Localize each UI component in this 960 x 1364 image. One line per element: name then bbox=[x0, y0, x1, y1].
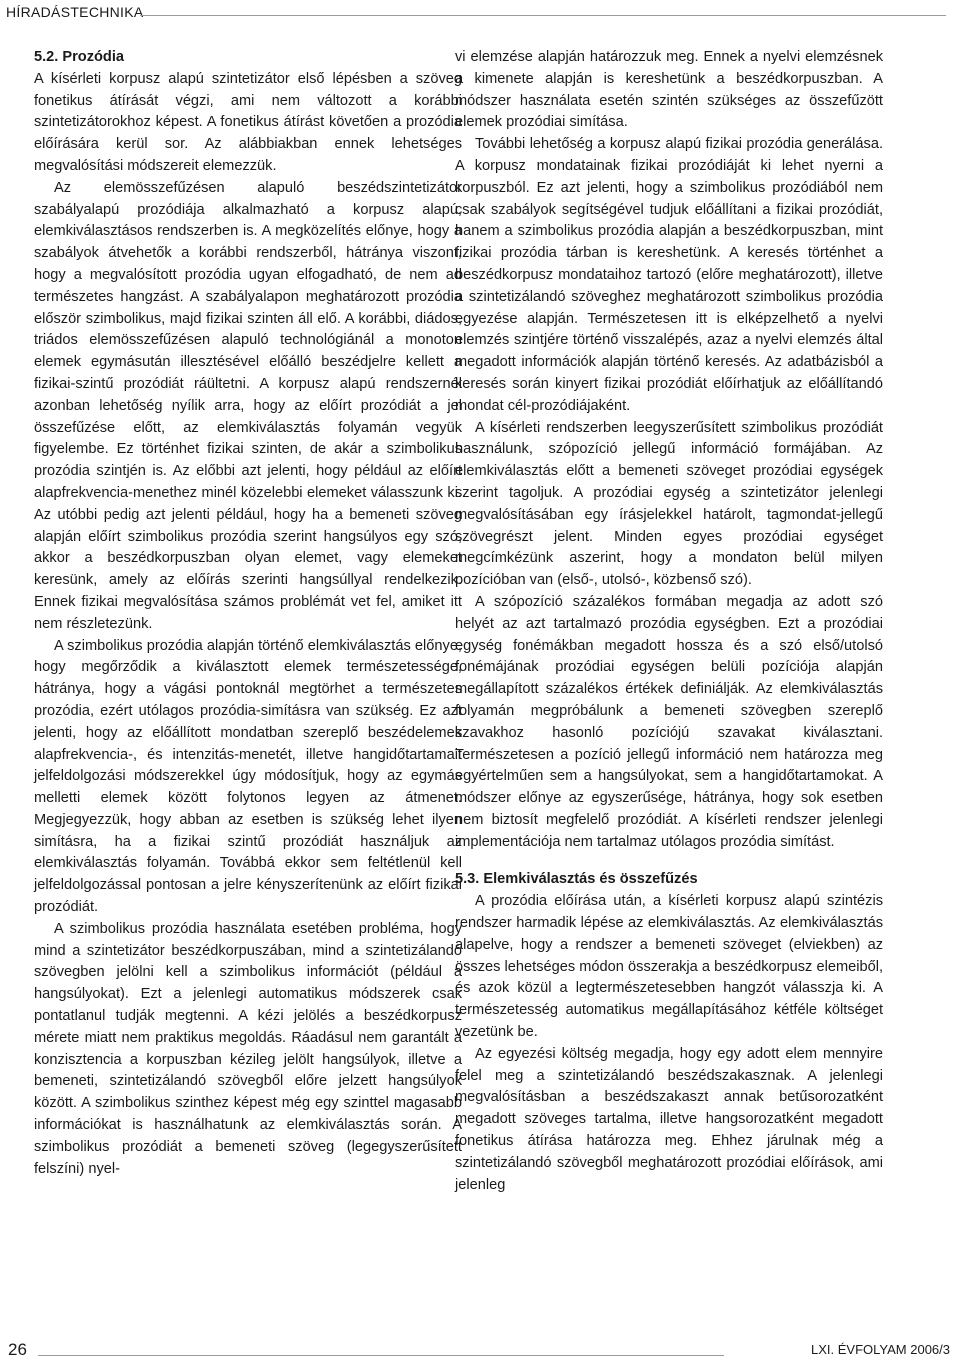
section-heading-5-2: 5.2. Prozódia bbox=[34, 49, 125, 65]
paragraph: Az elemösszefűzésen alapuló beszédszintetizátor szabályalapú prozódiája alkalmazható a korpusz alapú, elemkiválasztásos rendszerben is. A megközelítés előnye, hogy a szabályok átvehetők a korábbi rendszerből, hátránya viszont, hogy a megvalósított prozódia ugyan elfogadható, de nem ad természetes hangzást. A szabályalapon meghatározott prozódia először szimbolikus, majd fizikai szinten áll elő. A korábbi, diádos, triádos elemösszefűzésen alapuló technológiánál a monoton elemek egymásután illesztésével előálló beszédjelre kellett a fizikai-szintű prozódiát ráültetni. A korpusz alapú rendszernél azonban lehetőség nyílik arra, hogy az előírt prozódiát a jel összefűzése előtt, az elemkiválasztás folyamán vegyük figyelembe. Ez történhet fizikai szinten, de akár a szimbolikus prozódia szintjén is. Az előbbi azt jelenti, hogy például az előírt alapfrekvencia-menethez minél közelebbi elemeket válasszunk ki. Az utóbbi pedig azt jelenti például, hogy ha a bemeneti szöveg alapján előírt szimbolikus prozódia szerint hangsúlyos egy szó, akkor a beszédkorpuszban olyan elemet, vagy elemeket keresünk, amely az előírás szerinti hangsúllyal rendelkezik. Ennek fizikai megvalósítása számos problémát vet fel, amiket itt nem részletezünk. bbox=[34, 179, 462, 632]
paragraph: A szimbolikus prozódia alapján történő elemkiválasztás előnye, hogy megőrződik a kiválasztott elemek természetessége, hátránya, hogy a vágási pontoknál megtörhet a természetes prozódia, ezért utólagos prozódia-simításra van szükség. Ez azt jelenti, hogy az előállított mondatban szereplő beszédelemek alapfrekvencia-, és intenzitás-menetét, illetve hangidőtartamait jelfeldolgozási módszerekkel úgy módosítjuk, hogy az egymás melletti elemek között folytonos legyen az átmenet. Megjegyezzük, hogy abban az esetben is szükség lehet ilyen simításra, ha a fizikai szintű prozódiát használjuk az elemkiválasztás folyamán. Továbbá ekkor sem feltétlenül kell jelfeldolgozással pontosan a jelre kényszerítenünk az előírt fizikai prozódiát. bbox=[34, 637, 462, 916]
section-heading-5-3: 5.3. Elemkiválasztás és összefűzés bbox=[455, 871, 698, 888]
journal-title: HÍRADÁSTECHNIKA bbox=[6, 4, 144, 20]
running-header bbox=[0, 0, 960, 26]
volume-label: LXI. ÉVFOLYAM 2006/3 bbox=[811, 1342, 950, 1357]
page-number: 26 bbox=[8, 1340, 27, 1359]
paragraph: vi elemzése alapján határozzuk meg. Ennek a nyelvi elemzésnek a kimenete alapján is kereshetünk a beszédkorpuszban. A módszer használata esetén szintén szükséges az összefűzött elemek prozódiai simítása. bbox=[455, 49, 883, 131]
left-column bbox=[34, 47, 462, 1180]
paragraph: A prozódia előírása után, a kísérleti korpusz alapú szintézis rendszer harmadik lépése az elemkiválasztás. Az elemkiválasztás alapelve, hogy a rendszer a bemeneti szöveget (elviekben) az összes lehetséges módon összerakja a beszédkorpusz elemeiből, és azok közül a legtermészetesebben hangzót válasszja ki. A természetesség automatikus megállapításához kétféle költséget vezetünk be. bbox=[455, 893, 883, 1041]
footer-rule bbox=[38, 1355, 724, 1356]
paragraph: A szimbolikus prozódia használata esetében probléma, hogy mind a szintetizátor beszédkorpuszában, mind a szintetizálandó szövegben jelölni kell a szimbolikus információt (például a hangsúlyokat). Ezt a jelenlegi automatikus módszerek csak pontatlanul tudják megtenni. A kézi jelölés a beszédkorpusz mérete miatt nem praktikus megoldás. Ráadásul nem garantált a konzisztencia a korpuszban kézileg jelölt hangsúlyok, illetve a bemeneti, szintetizálandó szövegből előre jelzett hangsúlyok között. A szimbolikus szinthez képest még egy szinttel magasabb információkat is használhatunk az elemkiválasztás során. A szimbolikus prozódiát a bemeneti szöveg (legegyszerűsített felszíni) nyel- bbox=[34, 920, 462, 1177]
paragraph: További lehetőség a korpusz alapú fizikai prozódia generálása. A korpusz mondatainak fizikai prozódiáját ki lehet nyerni a korpuszból. Ez azt jelenti, hogy a szimbolikus prozódiából nem csak szabályok segítségével tudjuk előállítani a fizikai prozódiát, hanem a szimbolikus prozódia alapján a beszédkorpuszban, mint fizikai prozódia tárban is kereshetünk. A keresés történhet a beszédkorpusz mondataihoz tartozó (előre meghatározott), illetve a szintetizálandó szöveghez meghatározott szimbolikus prozódia egyezése alapján. Természetesen itt is elképzelhető a nyelvi elemzés szintjére történő visszalépés, azaz a nyelvi elemzés által megadott információk alapján történő keresés. Az adatbázisból a keresés során kinyert fizikai prozódiát előírhatjuk az előállítandó mondat cél-prozódiájaként. bbox=[455, 136, 883, 414]
paragraph: A kísérleti korpusz alapú szintetizátor első lépésben a szöveg fonetikus átírását végzi, ami nem változott a korábbi szintetizátorokhoz képest. A fonetikus átírást követően a prozódia előírására kerül sor. Az alábbiakban ennek lehetséges megvalósítási módszereit elemezzük. bbox=[34, 70, 462, 174]
header-rule bbox=[140, 15, 946, 16]
paragraph: A kísérleti rendszerben leegyszerűsített szimbolikus prozódiát használunk, szópozíció jellegű információ formájában. Az elemkiválasztás előtt a bemeneti szöveget prozódiai egységek szerint tagoljuk. A prozódiai egység a szintetizátor jelenlegi megvalósításában egy írásjelekkel határolt, tagmondat-jellegű szövegrészt jelent. Minden egyes prozódiai egységet megcímkézünk aszerint, hogy a mondaton belül milyen pozícióban van (első-, utolsó-, közbenső szó). bbox=[455, 419, 883, 589]
paragraph: A szópozíció százalékos formában megadja az adott szó helyét az azt tartalmazó prozódia egységben. Ezt a prozódiai egység fonémákban megadott hossza és a szó első/utolsó fonémájának prozódiai egységen belüli pozíciója alapján megállapított százalékos értékek definiálják. Az elemkiválasztás folyamán megpróbálunk a bemeneti szövegben szereplő szavakhoz hasonló pozíciójú szavakat kiválasztani. Természetesen a pozíció jellegű információ nem határozza meg egyértelműen sem a hangsúlyokat, sem a hangidőtartamokat. A módszer előnye az egyszerűsége, hátránya, hogy sok esetben nem biztosít megfelelő prozódiát. A kísérleti rendszer jelenlegi implementációja nem tartalmaz utólagos prozódia simítást. bbox=[455, 593, 883, 850]
paragraph: Az egyezési költség megadja, hogy egy adott elem mennyire felel meg a szintetizálandó beszédszakasznak. A jelenlegi megvalósításban a beszédszakaszt annak betűsorozatként megadott szöveges tartalma, illetve hangsorozatként megadott fonetikus átírása határozza meg. Ehhez járulnak még a szintetizálandó szövegből meghatározott prozódiai előírások, ami jelenleg bbox=[455, 1045, 883, 1193]
right-column bbox=[455, 47, 883, 1196]
running-footer bbox=[0, 1336, 960, 1364]
